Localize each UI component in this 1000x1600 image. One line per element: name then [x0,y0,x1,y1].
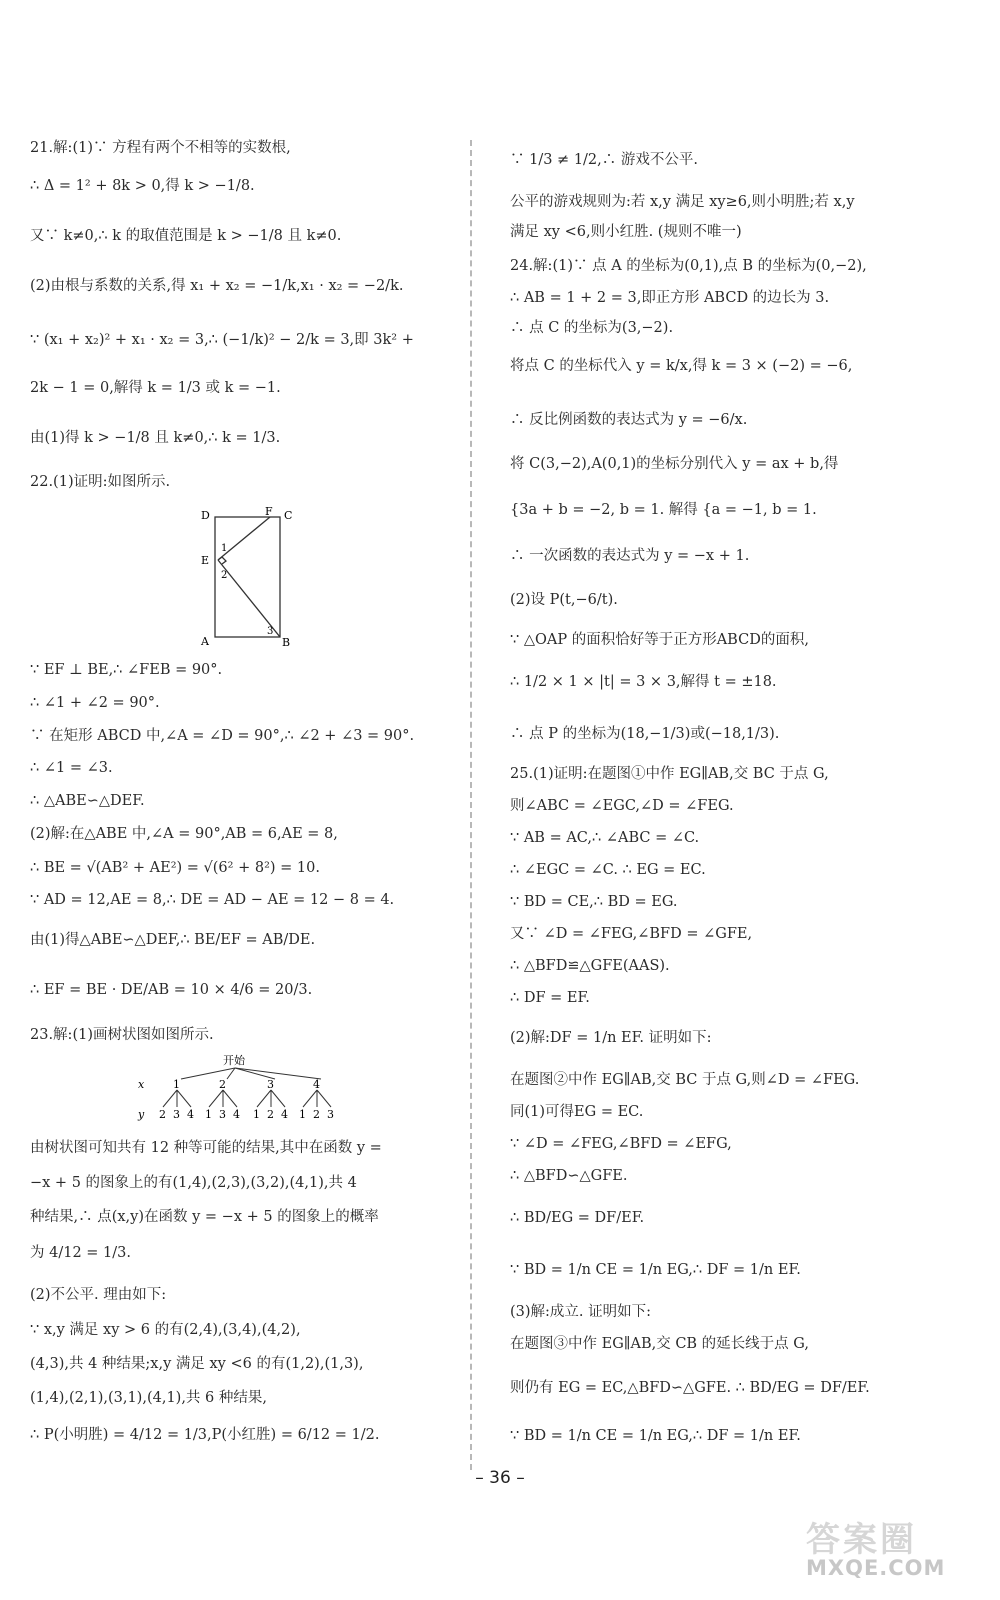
q25-line-3: ∵ AB = AC,∴ ∠ABC = ∠C. [510,830,700,846]
q23-cont-line-1: ∵ 1/3 ≠ 1/2,∴ 游戏不公平. [510,152,698,168]
q25-line-19: ∵ BD = 1/n CE = 1/n EG,∴ DF = 1/n EF. [510,1428,801,1444]
tree-x-3: 3 [267,1078,274,1091]
q25-line-6: 又∵ ∠D = ∠FEG,∠BFD = ∠GFE, [510,926,753,942]
tree-root-label: 开始 [223,1054,245,1067]
q25-line-13: ∴ △BFD∽△GFE. [510,1168,628,1184]
q22-line-5: ∴ ∠1 = ∠3. [30,760,113,776]
q23-line-9: (1,4),(2,1),(3,1),(4,1),共 6 种结果, [30,1390,267,1406]
tree-x-2: 2 [219,1078,226,1091]
q22-line-3: ∴ ∠1 + ∠2 = 90°. [30,695,160,711]
q22-line-9: ∵ AD = 12,AE = 8,∴ DE = AD − AE = 12 − 8 = 4. [30,892,395,908]
q23-line-8: (4,3),共 4 种结果;x,y 满足 xy <6 的有(1,2),(1,3), [30,1356,364,1372]
page-number: – 36 – [475,1468,525,1488]
q25-line-17: 在题图③中作 EG∥AB,交 CB 的延长线于点 G, [510,1336,809,1352]
tree-y-2-1: 1 [205,1108,212,1121]
watermark-logo-text: 答案圈 [806,1520,917,1560]
tree-y-3-3: 4 [281,1108,288,1121]
tree-y-4-1: 1 [299,1108,306,1121]
q24-line-7: {3a + b = −2, b = 1. 解得 {a = −1, b = 1. [510,502,817,518]
q23-line-6: (2)不公平. 理由如下: [30,1287,167,1303]
tree-y-4-3: 3 [327,1108,334,1121]
q21-line-7: 由(1)得 k > −1/8 且 k≠0,∴ k = 1/3. [30,430,281,446]
q25-line-5: ∵ BD = CE,∴ BD = EG. [510,894,678,910]
q25-line-18: 则仍有 EG = EC,△BFD∽△GFE. ∴ BD/EG = DF/EF. [510,1380,870,1396]
tree-y-3-2: 2 [267,1108,274,1121]
angle-2-label: 2 [221,570,228,581]
q24-line-9: (2)设 P(t,−6/t). [510,592,618,608]
vertex-d-label: D [201,509,210,522]
q24-line-4: 将点 C 的坐标代入 y = k/x,得 k = 3 × (−2) = −6, [510,358,853,374]
q23-line-7: ∵ x,y 满足 xy > 6 的有(2,4),(3,4),(4,2), [30,1322,301,1338]
q23-line-4: 种结果,∴ 点(x,y)在函数 y = −x + 5 的图象上的概率 [30,1209,379,1225]
q25-line-2: 则∠ABC = ∠EGC,∠D = ∠FEG. [510,798,734,814]
vertex-c-label: C [284,509,293,522]
rectangle-figure [195,505,325,650]
q23-line-3: −x + 5 的图象上的有(1,4),(2,3),(3,2),(4,1),共 4 [30,1175,357,1191]
q22-line-8: ∴ BE = √(AB² + AE²) = √(6² + 8²) = 10. [30,860,320,876]
q25-line-4: ∴ ∠EGC = ∠C. ∴ EG = EC. [510,862,706,878]
q23-line-2: 由树状图可知共有 12 种等可能的结果,其中在函数 y = [30,1140,382,1156]
q22-line-2: ∵ EF ⊥ BE,∴ ∠FEB = 90°. [30,662,223,678]
q25-line-7: ∴ △BFD≌△GFE(AAS). [510,958,670,974]
q23-line-1: 23.解:(1)画树状图如图所示. [30,1027,214,1043]
tree-x-1: 1 [173,1078,180,1091]
q24-line-6: 将 C(3,−2),A(0,1)的坐标分别代入 y = ax + b,得 [510,456,839,472]
vertex-a-label: A [201,635,209,648]
q23-line-10: ∴ P(小明胜) = 4/12 = 1/3,P(小红胜) = 6/12 = 1/2. [30,1427,380,1443]
tree-y-4-2: 2 [313,1108,320,1121]
q24-line-8: ∴ 一次函数的表达式为 y = −x + 1. [510,548,750,564]
q23-line-5: 为 4/12 = 1/3. [30,1245,131,1261]
q24-line-5: ∴ 反比例函数的表达式为 y = −6/x. [510,412,748,428]
tree-y-1-2: 3 [173,1108,180,1121]
q25-line-10: 在题图②中作 EG∥AB,交 BC 于点 G,则∠D = ∠FEG. [510,1072,860,1088]
tree-y-label: y [138,1108,145,1121]
q24-line-10: ∵ △OAP 的面积恰好等于正方形ABCD的面积, [510,632,809,648]
column-divider [470,140,472,1470]
vertex-f-label: F [265,505,273,518]
q25-line-12: ∵ ∠D = ∠FEG,∠BFD = ∠EFG, [510,1136,732,1152]
q22-line-11: ∴ EF = BE · DE/AB = 10 × 4/6 = 20/3. [30,982,313,998]
q23-cont-line-2: 公平的游戏规则为:若 x,y 满足 xy≥6,则小明胜;若 x,y [510,194,855,210]
tree-y-2-2: 3 [219,1108,226,1121]
watermark-site: MXQE.COM [806,1556,946,1580]
q24-line-11: ∴ 1/2 × 1 × |t| = 3 × 3,解得 t = ±18. [510,674,777,690]
vertex-b-label: B [282,636,291,649]
q25-line-1: 25.(1)证明:在题图①中作 EG∥AB,交 BC 于点 G, [510,766,829,782]
tree-y-1-1: 2 [159,1108,166,1121]
watermark-logo [800,1510,990,1590]
q24-line-2: ∴ AB = 1 + 2 = 3,即正方形 ABCD 的边长为 3. [510,290,830,306]
q22-line-6: ∴ △ABE∽△DEF. [30,793,145,809]
q25-line-16: (3)解:成立. 证明如下: [510,1304,652,1320]
q21-line-4: (2)由根与系数的关系,得 x₁ + x₂ = −1/k,x₁ · x₂ = −2/k. [30,278,404,294]
q22-line-4: ∵ 在矩形 ABCD 中,∠A = ∠D = 90°,∴ ∠2 + ∠3 = 90°. [30,728,415,744]
tree-y-3-1: 1 [253,1108,260,1121]
q21-line-1: 21.解:(1)∵ 方程有两个不相等的实数根, [30,140,291,156]
q25-line-15: ∵ BD = 1/n CE = 1/n EG,∴ DF = 1/n EF. [510,1262,801,1278]
q24-line-1: 24.解:(1)∵ 点 A 的坐标为(0,1),点 B 的坐标为(0,−2), [510,258,867,274]
tree-y-2-3: 4 [233,1108,240,1121]
q22-line-7: (2)解:在△ABE 中,∠A = 90°,AB = 6,AE = 8, [30,826,338,842]
q23-cont-line-3: 满足 xy <6,则小红胜. (规则不唯一) [510,224,742,240]
tree-x-4: 4 [313,1078,320,1091]
q24-line-3: ∴ 点 C 的坐标为(3,−2). [510,320,674,336]
tree-diagram [135,1052,365,1124]
q25-line-11: 同(1)可得EG = EC. [510,1104,644,1120]
q25-line-14: ∴ BD/EG = DF/EF. [510,1210,645,1226]
q24-line-12: ∴ 点 P 的坐标为(18,−1/3)或(−18,1/3). [510,726,780,742]
angle-1-label: 1 [221,543,228,554]
angle-3-label: 3 [267,626,274,637]
tree-x-label: x [138,1078,145,1091]
q22-line-1: 22.(1)证明:如图所示. [30,474,171,490]
tree-y-1-3: 4 [187,1108,194,1121]
q21-line-3: 又∵ k≠0,∴ k 的取值范围是 k > −1/8 且 k≠0. [30,228,342,244]
q25-line-9: (2)解:DF = 1/n EF. 证明如下: [510,1030,712,1046]
vertex-e-label: E [201,554,210,567]
q22-line-10: 由(1)得△ABE∽△DEF,∴ BE/EF = AB/DE. [30,932,316,948]
q21-line-2: ∴ Δ = 1² + 8k > 0,得 k > −1/8. [30,178,255,194]
q25-line-8: ∴ DF = EF. [510,990,590,1006]
q21-line-5: ∵ (x₁ + x₂)² + x₁ · x₂ = 3,∴ (−1/k)² − 2/k = 3,即 3k² + [30,332,414,348]
q21-line-6: 2k − 1 = 0,解得 k = 1/3 或 k = −1. [30,380,281,396]
